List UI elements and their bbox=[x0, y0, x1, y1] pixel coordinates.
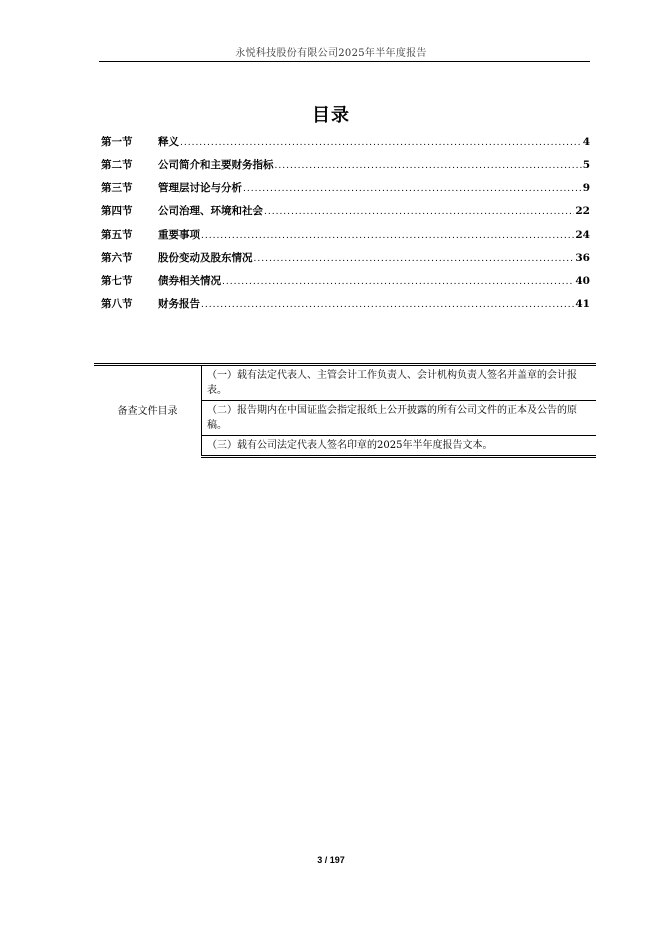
toc-section-name: 财务报告 bbox=[158, 297, 200, 310]
toc-title: 目录 bbox=[312, 105, 350, 126]
toc-page-number: 4 bbox=[582, 136, 590, 148]
toc-section-number: 第二节 bbox=[101, 159, 133, 172]
reference-documents-table bbox=[94, 363, 596, 458]
toc-section-number: 第六节 bbox=[101, 251, 133, 264]
toc-section-name: 债券相关情况 bbox=[158, 274, 221, 287]
toc-page-number: 41 bbox=[575, 297, 590, 310]
toc-entry[interactable] bbox=[101, 180, 590, 203]
toc-leader-dots bbox=[243, 184, 582, 194]
toc-entry[interactable] bbox=[101, 250, 590, 273]
toc-section-number: 第八节 bbox=[101, 297, 133, 310]
header-divider bbox=[99, 61, 590, 62]
reference-document-item: （三）载有公司法定代表人签名印章的2025年半年度报告文本。 bbox=[202, 436, 597, 457]
toc-page-number: 40 bbox=[575, 274, 590, 287]
toc-page-number: 5 bbox=[582, 159, 590, 172]
toc-page-number: 9 bbox=[582, 182, 590, 195]
toc-leader-dots bbox=[264, 207, 574, 217]
toc-leader-dots bbox=[180, 138, 582, 148]
toc-page-number: 24 bbox=[575, 228, 590, 241]
toc-entry[interactable] bbox=[101, 203, 590, 226]
toc-section-name: 公司简介和主要财务指标 bbox=[158, 159, 274, 172]
toc-entry[interactable] bbox=[101, 134, 590, 157]
toc-leader-dots bbox=[201, 231, 574, 241]
toc-leader-dots bbox=[222, 277, 574, 287]
toc-entry[interactable] bbox=[101, 227, 590, 250]
toc-page-number: 22 bbox=[575, 205, 590, 218]
toc-leader-dots bbox=[254, 254, 575, 264]
toc-leader-dots bbox=[275, 161, 582, 171]
page-number: 3 / 197 bbox=[317, 855, 345, 865]
toc-section-number: 第五节 bbox=[101, 228, 133, 241]
toc-section-number: 第七节 bbox=[101, 274, 133, 287]
toc-section-number: 第一节 bbox=[101, 136, 133, 148]
reference-document-item: （一）载有法定代表人、主管会计工作负责人、会计机构负责人签名并盖章的会计报表。 bbox=[202, 365, 597, 401]
toc-page-number: 36 bbox=[575, 251, 590, 264]
toc-section-number: 第四节 bbox=[101, 205, 133, 218]
toc-section-name: 重要事项 bbox=[158, 228, 200, 241]
toc-entry[interactable] bbox=[101, 157, 590, 180]
toc-section-number: 第三节 bbox=[101, 182, 133, 195]
reference-documents-label: 备查文件目录 bbox=[94, 365, 202, 457]
toc-section-name: 公司治理、环境和社会 bbox=[158, 205, 263, 218]
toc-entry[interactable] bbox=[101, 273, 590, 296]
toc-section-name: 股份变动及股东情况 bbox=[158, 251, 253, 264]
table-of-contents bbox=[101, 134, 590, 319]
toc-section-name: 释义 bbox=[158, 136, 179, 148]
page-header: 永悦科技股份有限公司2025年半年度报告 bbox=[235, 48, 427, 59]
reference-document-item: （二）报告期内在中国证监会指定报纸上公开披露的所有公司文件的正本及公告的原稿。 bbox=[202, 401, 597, 436]
toc-leader-dots bbox=[201, 300, 574, 310]
toc-section-name: 管理层讨论与分析 bbox=[158, 182, 242, 195]
toc-entry[interactable] bbox=[101, 296, 590, 319]
